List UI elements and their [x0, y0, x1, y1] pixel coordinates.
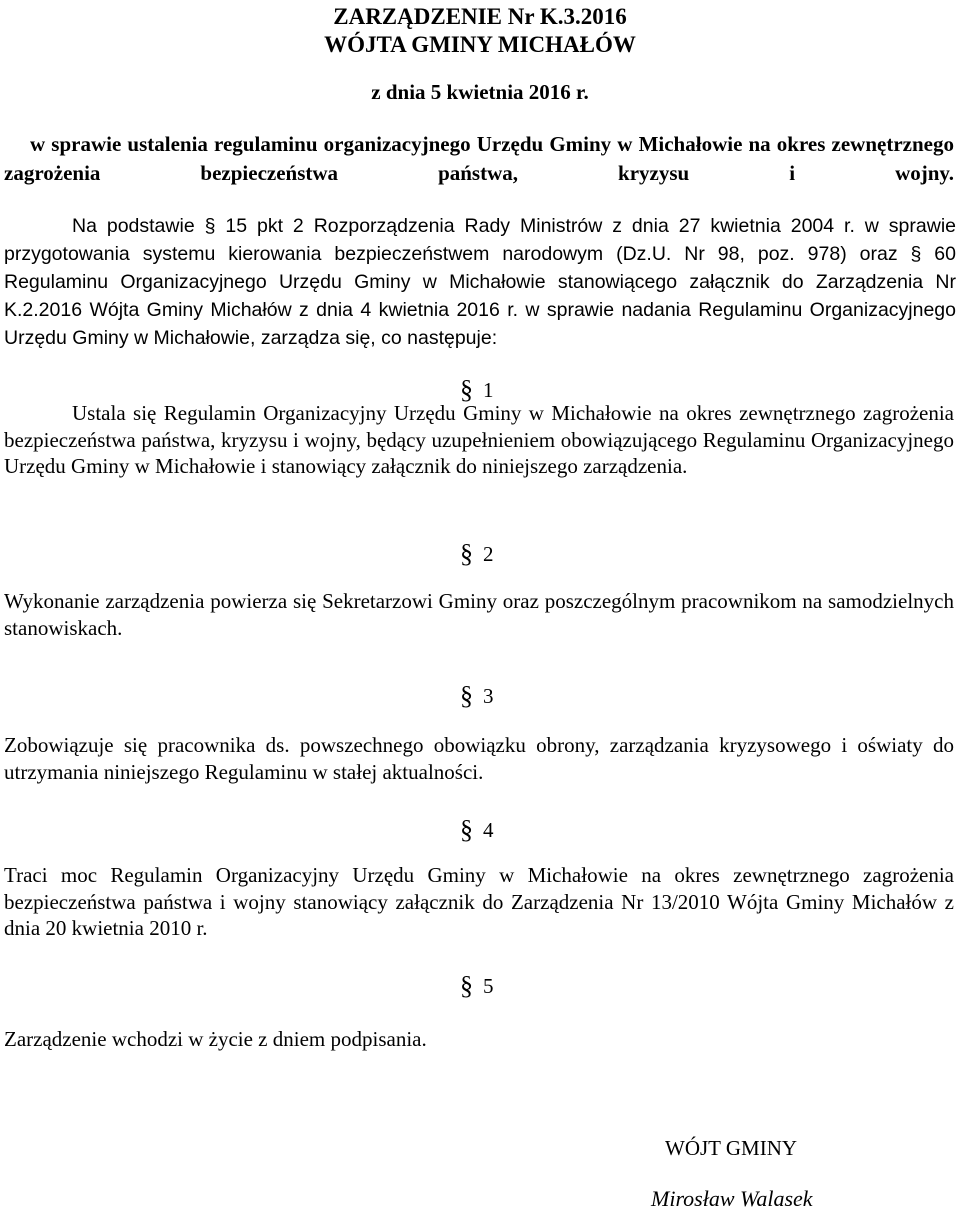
document-subject: w sprawie ustalenia regulaminu organizacyjnego Urzędu Gminy w Michałowie na okres zewnętrznego zagrożenia bezpieczeństwa państwa, kryzysu i wojny. — [4, 132, 954, 185]
signature-office: WÓJT GMINY — [665, 1136, 798, 1160]
section-4-heading — [460, 814, 494, 844]
section-5-heading — [460, 970, 494, 1000]
section-symbol: § — [460, 539, 473, 568]
section-4-text: Traci moc Regulamin Organizacyjny Urzędu Gminy w Michałowie na okres zewnętrznego zagrożenia bezpieczeństwa państwa i wojny stanowiący załącznik do Zarządzenia Nr 13/2010 Wójta Gminy Michałów z dnia 20 kwietnia 2010 r. — [4, 863, 954, 940]
document-issuer: WÓJTA GMINY MICHAŁÓW — [324, 32, 636, 57]
section-1-text: Ustala się Regulamin Organizacyjny Urzędu Gminy w Michałowie na okres zewnętrznego zagrożenia bezpieczeństwa państwa, kryzysu i wojny, będący uzupełnieniem obowiązującego Regulaminu Organizacyjnego Urzędu Gminy w Michałowie i stanowiący załącznik do niniejszego zarządzenia. — [4, 401, 954, 478]
section-2-heading — [460, 538, 494, 568]
preamble: Na podstawie § 15 pkt 2 Rozporządzenia Rady Ministrów z dnia 27 kwietnia 2004 r. w sprawie przygotowania systemu kierowania bezpieczeństwem narodowym (Dz.U. Nr 98, poz. 978) oraz § 60 Regulaminu Organizacyjnego Urzędu Gminy w Michałowie stanowiącego załącznik do Zarządzenia Nr K.2.2016 Wójta Gminy Michałów z dnia 4 kwietnia 2016 r. w sprawie nadania Regulaminu Organizacyjnego Urzędu Gminy w Michałowie, zarządza się, co następuje: — [4, 215, 956, 349]
section-3-heading — [460, 680, 494, 710]
section-symbol: § — [460, 681, 473, 710]
section-number: 2 — [483, 542, 494, 566]
section-2-text: Wykonanie zarządzenia powierza się Sekretarzowi Gminy oraz poszczególnym pracownikom na samodzielnych stanowiskach. — [4, 589, 954, 640]
section-symbol: § — [460, 971, 473, 1000]
section-symbol: § — [460, 815, 473, 844]
section-number: 3 — [483, 684, 494, 708]
document-date: z dnia 5 kwietnia 2016 r. — [371, 80, 589, 104]
section-number: 4 — [483, 818, 494, 842]
section-5-text: Zarządzenie wchodzi w życie z dniem podpisania. — [4, 1027, 427, 1051]
section-3-text: Zobowiązuje się pracownika ds. powszechnego obowiązku obrony, zarządzania kryzysowego i oświaty do utrzymania niniejszego Regulaminu w stałej aktualności. — [4, 733, 954, 784]
section-number: 1 — [483, 378, 494, 402]
signature-name: Mirosław Walasek — [651, 1186, 813, 1211]
section-symbol: § — [460, 375, 473, 404]
document-title: ZARZĄDZENIE Nr K.3.2016 — [333, 4, 627, 29]
section-number: 5 — [483, 974, 494, 998]
